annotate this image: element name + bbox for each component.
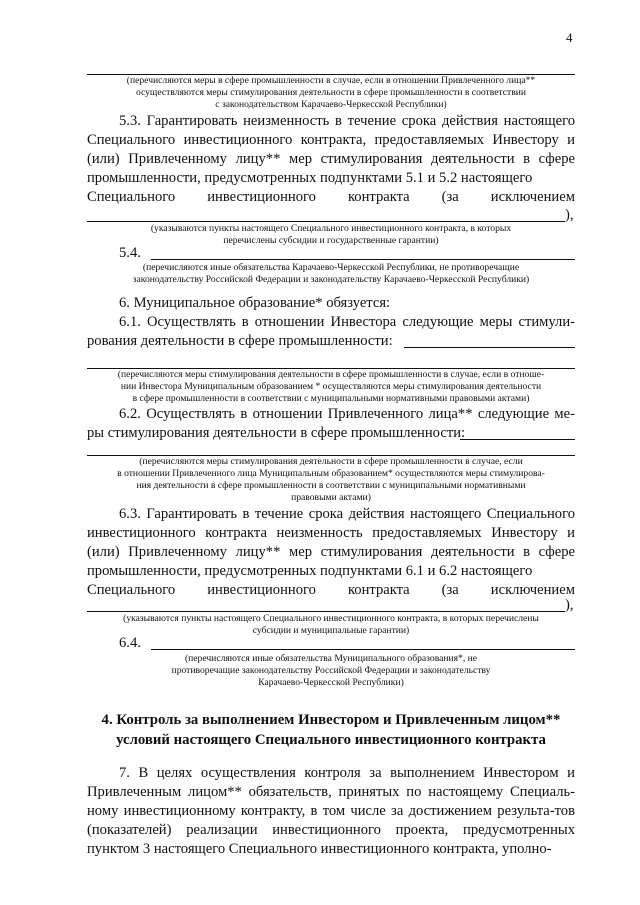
section-4-heading: 4. Контроль за выполнением Инвестором и Привлеченным лицом** условий настоящего Специального инвестиционного контракта xyxy=(101,712,561,748)
fill-line xyxy=(404,347,575,348)
footnote-contract-items-municipal-subsidies: (указываются пункты настоящего Специального инвестиционного контракта, в которых перечислены субсидии и муниципальные гарантии) xyxy=(123,613,539,636)
footnote-other-obligations-municipal: (перечисляются иные обязательства Муниципального образования*, не противоречащие законодательству Российской Федерации и законодательству Карачаево-Черкесской Республики) xyxy=(171,653,491,688)
paragraph-6-1-line1: 6.1. Осуществлять в отношении Инвестора следующие меры стимули- xyxy=(119,314,575,330)
paragraph-6-2-line2: ры стимулирования деятельности в сфере промышленности: xyxy=(87,425,466,441)
paragraph-6-3-last-line: Специального инвестиционного контракта (за исключением xyxy=(87,582,575,598)
paragraph-5-3: 5.3. Гарантировать неизменность в течение срока действия настоящего Специального инвестиционного контракта, предоставляемых Инвестору и (или) Привлеченному лицу** мер стимулирования деятельности в сфере промышленности, предусмотренных подпунктами 5.1 и 5.2 настоящего xyxy=(87,113,575,186)
paragraph-7: 7. В целях осуществления контроля за выполнением Инвестором и Привлеченным лицом** обязательств, принятых по настоящему Специаль-ному инвестиционному контракту, в том числе за достижением результа-тов (показателей) реализации инвестиционного проекта, предусмотренных пунктом 3 настоящего Специального инвестиционного контракта, уполно- xyxy=(87,765,575,857)
paragraph-6-1-line2: рования деятельности в сфере промышленности: xyxy=(87,333,393,349)
closing-paren: ), xyxy=(565,597,574,613)
fill-line xyxy=(460,439,575,440)
paragraph-6: 6. Муниципальное образование* обязуется: xyxy=(119,295,391,311)
paragraph-5-3-last-line: Специального инвестиционного контракта (за исключением xyxy=(87,189,575,205)
footnote-contract-items-subsidies: (указываются пункты настоящего Специального инвестиционного контракта, в которых перечислены субсидии и государственные гарантии) xyxy=(150,223,512,246)
fill-line xyxy=(87,221,565,222)
footnote-measures-attracted-person: (перечисляются меры в сфере промышленности в случае, если в отношении Привлеченного лица** осуществляются меры стимулирования деятельности в сфере промышленности в соответствии с законодательством Карачаево-Черкесской Республики) xyxy=(126,75,536,110)
footnote-measures-attracted-municipal: (перечисляются меры стимулирования деятельности в сфере промышленности в случае, если в отношении Привлеченного лица Муниципальным образованием* осуществляются меры стимулирова- ния деятельности в сфере промышленности в соответствии с муниципальными нормативными правовыми актами) xyxy=(117,456,545,503)
footnote-other-obligations-kchr: (перечисляются иные обязательства Карачаево-Черкесской Республики, не противоречащие законодательству Российской Федерации и законодательству Карачаево-Черкесской Республики) xyxy=(132,262,530,285)
footnote-measures-investor-municipal: (перечисляются меры стимулирования деятельности в сфере промышленности в случае, если в отноше- нии Инвестора Муниципальным образованием * осуществляются меры стимулирования деятельности в сфере промышленности в соответствии с муниципальными нормативными правовыми актами) xyxy=(117,369,545,404)
fill-line xyxy=(151,259,575,260)
closing-paren: ), xyxy=(565,207,574,223)
paragraph-6-2-line1: 6.2. Осуществлять в отношении Привлеченного лица** следующие ме- xyxy=(119,406,575,422)
paragraph-6-3: 6.3. Гарантировать в течение срока действия настоящего Специального инвестиционного контракта неизменность предоставляемых Инвестору и (или) Привлеченному лицу** мер стимулирования деятельности в сфере промышленности, предусмотренных подпунктами 6.1 и 6.2 настоящего xyxy=(87,506,575,579)
paragraph-5-4-label: 5.4. xyxy=(119,245,141,261)
page-number: 4 xyxy=(566,30,573,45)
fill-line xyxy=(87,611,565,612)
paragraph-6-4-label: 6.4. xyxy=(119,635,141,651)
fill-line xyxy=(151,649,575,650)
